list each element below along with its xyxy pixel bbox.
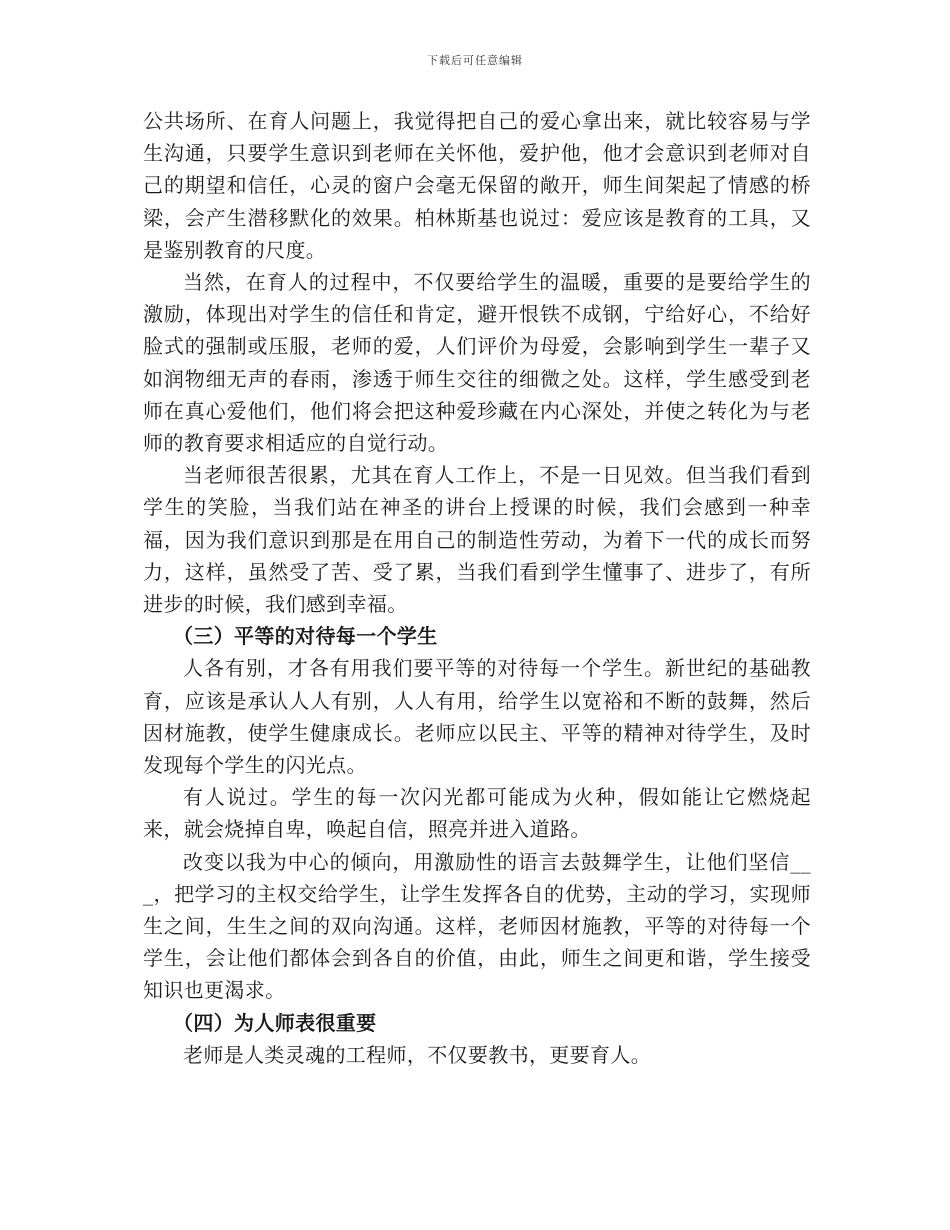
paragraph-encouragement: 当然，在育人的过程中，不仅要给学生的温暖，重要的是要给学生的激励，体现出对学生的信任和肯定，避开恨铁不成钢，宁给好心，不给好脸式的强制或压服，老师的爱，人们评价为母爱，会影响到学生一辈子又如润物细无声的春雨，渗透于师生交往的细微之处。这样，学生感受到老师在真心爱他们，他们将会把这种爱珍藏在内心深处，并使之转化为与老师的教育要求相适应的自觉行动。 <box>143 270 811 456</box>
paragraph-equal-treatment: 人各有别，才各有用我们要平等的对待每一个学生。新世纪的基础教育，应该是承认人人有别，人人有用，给学生以宽裕和不断的鼓舞，然后因材施教，使学生健康成长。老师应以民主、平等的精神对待学生，及时发现每个学生的闪光点。 <box>143 656 811 778</box>
section-heading-role-model: （四）为人师表很重要 <box>173 1010 377 1035</box>
page-header: 下载后可任意编辑 <box>427 54 523 67</box>
paragraph-student-centered: 改变以我为中心的倾向，用激励性的语言去鼓舞学生，让他们坚信___，把学习的主权交给学生，让学生发挥各自的优势，主动的学习，实现师生之间，生生之间的双向沟通。这样，老师因材施教，平等的对待每一个学生，会让他们都体会到各自的价值，由此，师生之间更和谐，学生接受知识也更渴求。 <box>143 849 811 1003</box>
paragraph-love-tool: 公共场所、在育人问题上，我觉得把自己的爱心拿出来，就比较容易与学生沟通，只要学生意识到老师在关怀他，爱护他，他才会意识到老师对自己的期望和信任，心灵的窗户会毫无保留的敞开，师生间架起了情感的桥梁，会产生潜移默化的效果。柏林斯基也说过：爱应该是教育的工具，又是鉴别教育的尺度。 <box>143 109 811 262</box>
document-body <box>143 105 811 1071</box>
section-heading-equality: （三）平等的对待每一个学生 <box>173 624 438 649</box>
paragraph-soul-engineer: 老师是人类灵魂的工程师，不仅要教书，更要育人。 <box>183 1042 652 1067</box>
paragraph-teacher-happiness: 当老师很苦很累，尤其在育人工作上，不是一日见效。但当我们看到学生的笑脸，当我们站在神圣的讲台上授课的时候，我们会感到一种幸福，因为我们意识到那是在用自己的制造性劳动，为着下一代的成长而努力，这样，虽然受了苦、受了累，当我们看到学生懂事了、进步了，有所进步的时候，我们感到幸福。 <box>143 463 811 617</box>
paragraph-spark: 有人说过。学生的每一次闪光都可能成为火种，假如能让它燃烧起来，就会烧掉自卑，唤起自信，照亮并进入道路。 <box>143 785 811 842</box>
